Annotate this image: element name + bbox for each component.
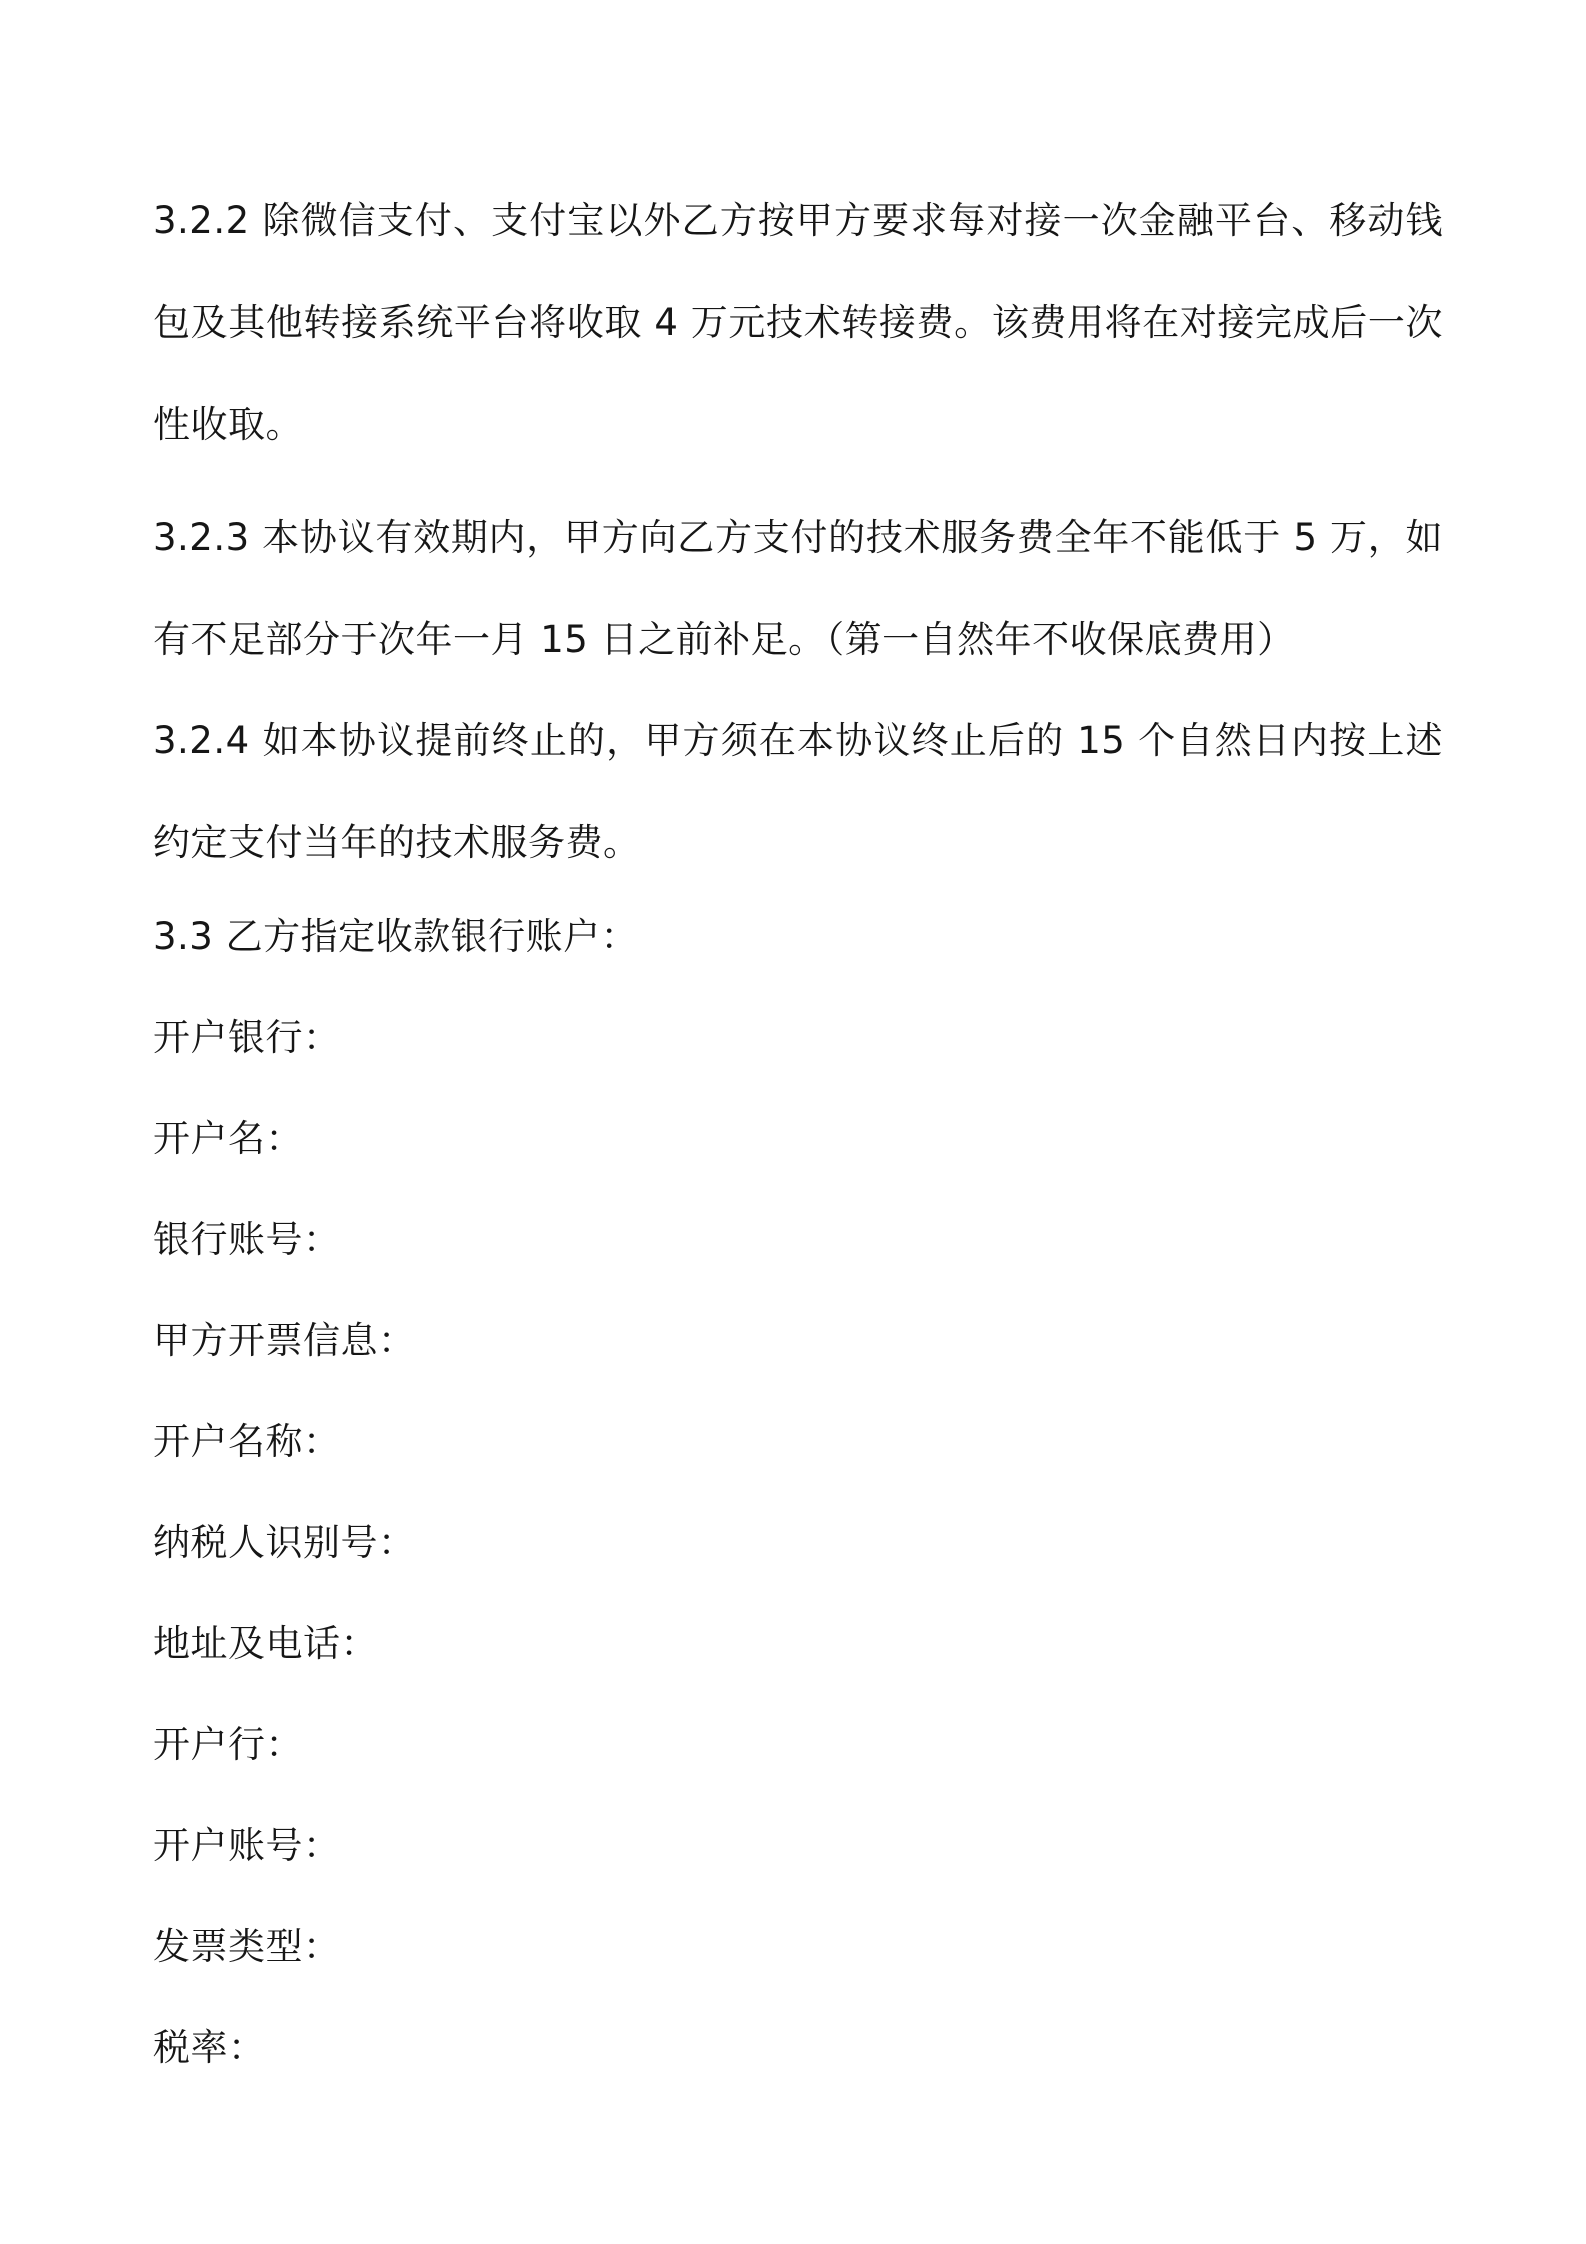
bank-name-label: 开户银行：: [153, 1016, 341, 1059]
tax-id-label: 纳税人识别号：: [153, 1521, 416, 1564]
account-name-label: 开户名：: [153, 1117, 303, 1160]
clause-3-2-2: 3.2.2 除微信支付、支付宝以外乙方按甲方要求每对接一次金融平台、移动钱包及其他转接系统平台将收取 4 万元技术转接费。该费用将在对接完成后一次性收取。: [153, 199, 1443, 446]
invoice-name-label: 开户名称：: [153, 1420, 341, 1463]
bank-account-heading: 3.3 乙方指定收款银行账户：: [153, 915, 639, 958]
tax-rate-label: 税率：: [153, 2026, 266, 2069]
address-phone-label: 地址及电话：: [153, 1622, 378, 1665]
clause-3-2-3: 3.2.3 本协议有效期内，甲方向乙方支付的技术服务费全年不能低于 5 万，如有不足部分于次年一月 15 日之前补足。（第一自然年不收保底费用）: [153, 516, 1443, 661]
clause-3-2-4: 3.2.4 如本协议提前终止的，甲方须在本协议终止后的 15 个自然日内按上述约定支付当年的技术服务费。: [153, 719, 1443, 864]
bank-account-number-label: 银行账号：: [153, 1218, 341, 1261]
invoice-account-label: 开户账号：: [153, 1824, 341, 1867]
invoice-info-heading: 甲方开票信息：: [153, 1319, 416, 1362]
invoice-type-label: 发票类型：: [153, 1925, 341, 1968]
invoice-bank-label: 开户行：: [153, 1723, 303, 1766]
